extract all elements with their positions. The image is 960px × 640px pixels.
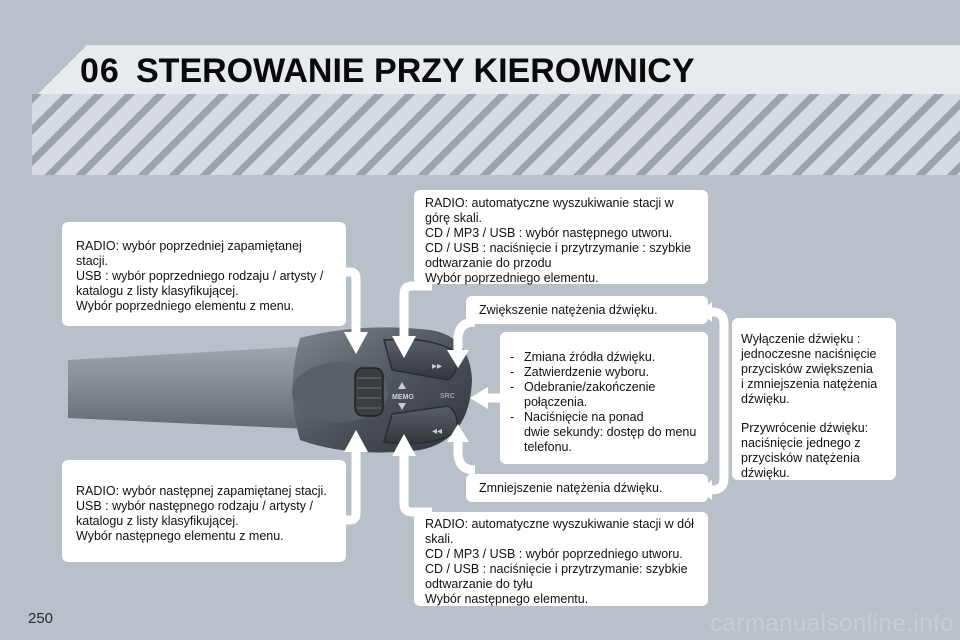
callout-seek-up-line: CD / USB : naciśnięcie i przytrzymanie : szybkie [425,241,692,255]
callout-volume-down [466,474,708,502]
callout-seek-up-line: górę skali. [425,211,482,225]
control-head [292,327,472,452]
callout-mute-line: przycisków zwiększenia [741,362,873,376]
callout-seek-down-line: CD / USB : naciśnięcie i przytrzymanie: szybkie [425,562,688,576]
callout-mute-line: i zmniejszenia natężenia [741,377,878,391]
callout-src-button [500,332,708,464]
callout-mute-line: jednoczesne naciśnięcie [741,347,877,361]
page-number: 250 [28,610,54,627]
callout-seek-down-line: CD / MP3 / USB : wybór poprzedniego utworu. [425,547,683,561]
callout-seek-down [414,512,708,606]
callout-prev-station-line: stacji. [76,254,108,268]
callout-next-station-line: Wybór następnego elementu z menu. [76,529,284,543]
callout-seek-down-line: Wybór następnego elementu. [425,592,589,606]
callout-seek-up-line: RADIO: automatyczne wyszukiwanie stacji w [425,196,674,210]
callout-prev-station-line: katalogu z listy klasyfikującej. [76,284,239,298]
callout-prev-station-line: Wybór poprzedniego elementu z menu. [76,299,295,313]
callout-mute [732,318,896,480]
arrow-volume-up [458,322,475,352]
memo-label: MEMO [392,394,414,401]
callout-volume-up [466,296,708,324]
callout-next-station [62,460,346,562]
arrow-volume-down [458,440,475,470]
callout-unmute-line: naciśnięcie jednego z [741,436,861,450]
callout-seek-up-line: odtwarzanie do przodu [425,256,552,270]
arrow-mute-bracket [712,312,724,490]
callout-seek-up [414,190,708,284]
callout-seek-down-line: RADIO: automatyczne wyszukiwanie stacji w dół [425,517,694,531]
callout-seek-up-line: Wybór poprzedniego elementu. [425,271,599,285]
src-action-item: - Naciśnięcie na ponad dwie sekundy: dostęp do menu telefonu. [508,410,700,455]
callout-next-station-line: RADIO: wybór następnej zapamiętanej stacji. [76,484,327,498]
callout-volume-down-text: Zmniejszenie natężenia dźwięku. [479,481,663,495]
src-action-item: - Zmiana źródła dźwięku. [508,350,700,365]
callout-seek-down-line: skali. [425,532,454,546]
callout-unmute-line: przycisków natężenia [741,451,860,465]
callout-seek-down-line: odtwarzanie do tyłu [425,577,533,591]
callout-prev-station-line: RADIO: wybór poprzedniej zapamiętanej [76,239,302,253]
spacer [741,407,887,421]
callout-next-station-line: katalogu z listy klasyfikującej. [76,514,239,528]
callout-next-station-line: USB : wybór następnego rodzaju / artysty / [76,499,313,513]
arrow-seek-up [404,286,432,336]
callout-volume-up-text: Zwiększenie natężenia dźwięku. [479,303,658,317]
src-actions-list [508,350,700,455]
page-title: STEROWANIE PRZY KIEROWNICY [136,52,695,90]
watermark: carmanualsonline.info [710,610,954,637]
callout-mute-line: dźwięku. [741,392,790,406]
src-action-item: - Zatwierdzenie wyboru. [508,365,700,380]
stalk-shaft [68,345,330,430]
src-label: SRC [440,393,455,400]
callout-mute-line: Wyłączenie dźwięku : [741,332,861,346]
callout-seek-up-line: CD / MP3 / USB : wybór następnego utworu. [425,226,673,240]
next-track-symbol: ▸▸ [432,361,443,372]
callout-unmute-line: Przywrócenie dźwięku: [741,421,869,435]
src-action-item: - Odebranie/zakończenie połączenia. [508,380,700,410]
arrow-seek-down [404,456,432,512]
prev-track-symbol: ◂◂ [432,426,443,437]
callout-prev-station [62,222,346,326]
callout-prev-station-line: USB : wybór poprzedniego rodzaju / artysty / [76,269,324,283]
chapter-number: 06 [80,52,120,90]
callout-unmute-line: dźwięku. [741,466,790,480]
